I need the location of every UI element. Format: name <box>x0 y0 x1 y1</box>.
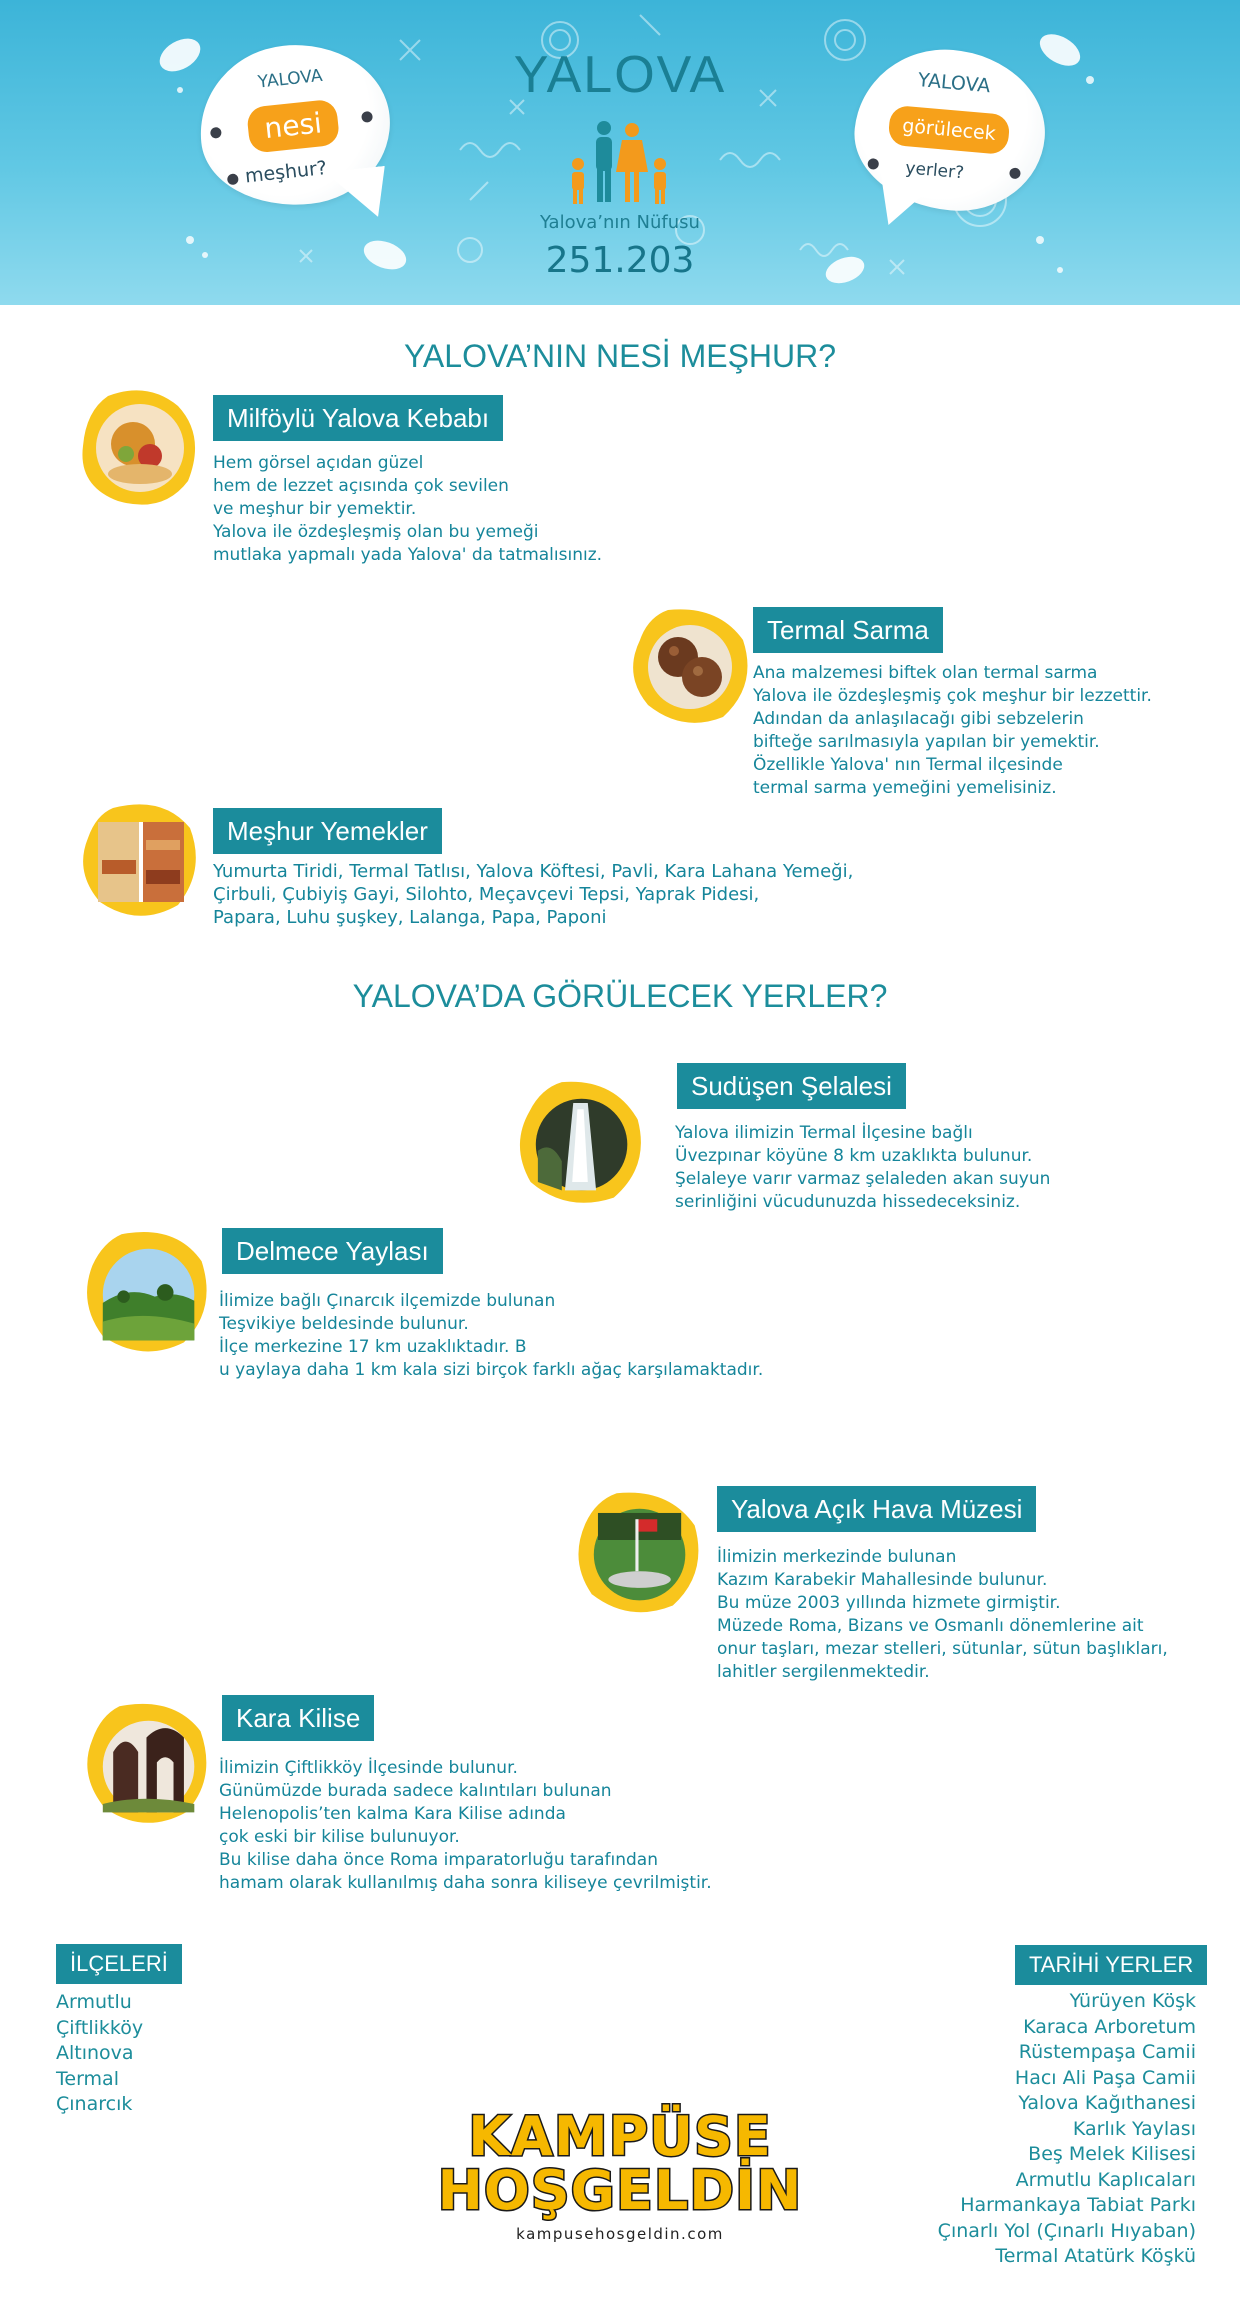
list-item: Armutlu Kaplıcaları <box>1015 2168 1196 2191</box>
list-item: Çiftlikköy <box>56 2016 144 2039</box>
population-value: 251.203 <box>545 240 695 281</box>
item-title-badge: Sudüşen Şelalesi <box>677 1063 906 1109</box>
item-description: Hem görsel açıdan güzel hem de lezzet açısında çok sevilen ve meşhur bir yemektir. Yalova ile özdeşleşmiş olan bu yemeği mutlaka yapmalı yada Yalova' da tatmalısınız. <box>213 453 603 565</box>
item-description: İlimizin Çiftlikköy İlçesinde bulunur. Günümüzde burada sadece kalıntıları bulunan Helenopolis’ten kalma Kara Kilise adında çok eski bir kilise bulunuyor. Bu kilise daha önce Roma imparatorluğu tarafından hamam olarak kullanılmış daha sonra kiliseye çevrilmiştir. <box>219 1758 712 1893</box>
bubble-dot <box>361 111 373 123</box>
list-item: Çınarlı Yol (Çınarlı Hıyaban) <box>937 2219 1196 2242</box>
bubble-dot <box>227 173 239 185</box>
museum-photo-icon <box>573 1488 703 1618</box>
list-item: Rüstempaşa Camii <box>1018 2041 1196 2063</box>
list-item: Karaca Arboretum <box>1023 2015 1196 2038</box>
thumbnail-blob <box>82 1228 212 1358</box>
logo <box>400 2085 840 2285</box>
logo-line-1: KAMPÜSE <box>468 2105 772 2168</box>
list-item: Beş Melek Kilisesi <box>1028 2143 1196 2165</box>
item-title-badge: Delmece Yaylası <box>222 1228 443 1274</box>
thumbnail-blob <box>78 800 203 925</box>
famous-section-title: YALOVA’NIN NESİ MEŞHUR? <box>403 338 837 374</box>
item-description: Ana malzemesi biftek olan termal sarma Yalova ile özdeşleşmiş çok meşhur bir lezzettir. Adından da anlaşılacağı gibi sebzelerin bifteğe sarılmasıyla yapılan bir yemektir. Özellikle Yalova' nın Termal ilçesinde termal sarma yemeğini yemelisiniz. <box>753 663 1152 798</box>
population-label: Yalova’nın Nüfusu <box>540 212 700 233</box>
list-item: Termal Atatürk Köşkü <box>995 2245 1196 2267</box>
thumbnail-blob <box>573 1488 703 1618</box>
thumbnail-blob <box>628 605 753 730</box>
bubble-pill: görülecek <box>887 105 1010 155</box>
plateau-photo-icon <box>82 1228 212 1358</box>
thumbnail-blob <box>515 1078 645 1208</box>
bubble-bottom-text: meşhur? <box>243 156 328 188</box>
item-title-badge: Termal Sarma <box>753 607 943 653</box>
item-title-badge: Kara Kilise <box>222 1695 374 1741</box>
places-section-title: YALOVA’DA GÖRÜLECEK YERLER? <box>352 978 888 1014</box>
historic-title: TARİHİ YERLER <box>1015 1945 1207 1985</box>
bubble-dot <box>210 127 222 139</box>
list-item: Çınarcık <box>56 2093 133 2115</box>
list-item: Armutlu <box>56 1991 132 2013</box>
item-title-badge: Yalova Açık Hava Müzesi <box>717 1486 1036 1532</box>
list-item: Hacı Ali Paşa Camii <box>1014 2066 1196 2089</box>
historic-list <box>938 1989 1196 2270</box>
bubble-dot <box>1009 167 1021 179</box>
bubble-bottom-text: yerler? <box>904 158 965 184</box>
bubble-top-text: YALOVA <box>917 69 992 98</box>
list-item: Harmankaya Tabiat Parkı <box>960 2194 1196 2216</box>
food-photo-icon <box>78 386 203 511</box>
page-title: YALOVA <box>513 46 727 104</box>
header-banner <box>0 0 1240 305</box>
item-title-badge: Milföylü Yalova Kebabı <box>213 395 503 441</box>
thumbnail-blob <box>82 1700 212 1830</box>
bubble-pill: nesi <box>246 99 340 154</box>
logo-url: kampusehosgeldin.com <box>516 2225 724 2243</box>
waterfall-photo-icon <box>515 1078 645 1208</box>
family-icon <box>560 120 680 210</box>
item-description: Yalova ilimizin Termal İlçesine bağlı Üvezpınar köyüne 8 km uzaklıkta bulunur. Şelaleye varır varmaz şelaleden akan suyun serinliğini vücudunuzda hissedeceksiniz. <box>675 1123 1051 1212</box>
food-photo-icon <box>78 800 203 925</box>
bubble-top-text: YALOVA <box>256 65 324 93</box>
list-item: Karlık Yaylası <box>1072 2117 1196 2140</box>
thumbnail-blob <box>78 386 203 511</box>
logo-line-2: HOŞGELDİN <box>437 2159 803 2222</box>
item-title-badge: Meşhur Yemekler <box>213 808 442 854</box>
item-description: İlimizin merkezinde bulunan Kazım Karabekir Mahallesinde bulunur. Bu müze 2003 yıllında hizmete girmiştir. Müzede Roma, Bizans ve Osmanlı dönemlerine ait onur taşları, mezar stelleri, sütunlar, sütun başlıkları, lahitler sergilenmektedir. <box>717 1547 1168 1682</box>
list-item: Termal <box>56 2067 119 2090</box>
item-description: Yumurta Tiridi, Termal Tatlısı, Yalova Köftesi, Pavli, Kara Lahana Yemeği, Çirbuli, Çubiyiş Gayi, Silohto, Meçavçevi Tepsi, Yaprak Pidesi, Papara, Luhu şuşkey, Lalanga, Papa, Paponi <box>213 861 854 928</box>
list-item: Yürüyen Köşk <box>1069 1990 1196 2012</box>
bubble-dot <box>867 158 879 170</box>
food-photo-icon <box>628 605 753 730</box>
list-item: Altınova <box>56 2042 134 2064</box>
list-item: Yalova Kağıthanesi <box>1018 2092 1196 2114</box>
item-description: İlimize bağlı Çınarcık ilçemizde bulunan Teşvikiye beldesinde bulunur. İlçe merkezine 17 km uzaklıktadır. B u yaylaya daha 1 km kala sizi birçok farklı ağaç karşılamaktadır. <box>219 1291 764 1380</box>
districts-title: İLÇELERİ <box>56 1944 182 1984</box>
districts-list <box>56 1990 143 2118</box>
church-photo-icon <box>82 1700 212 1830</box>
